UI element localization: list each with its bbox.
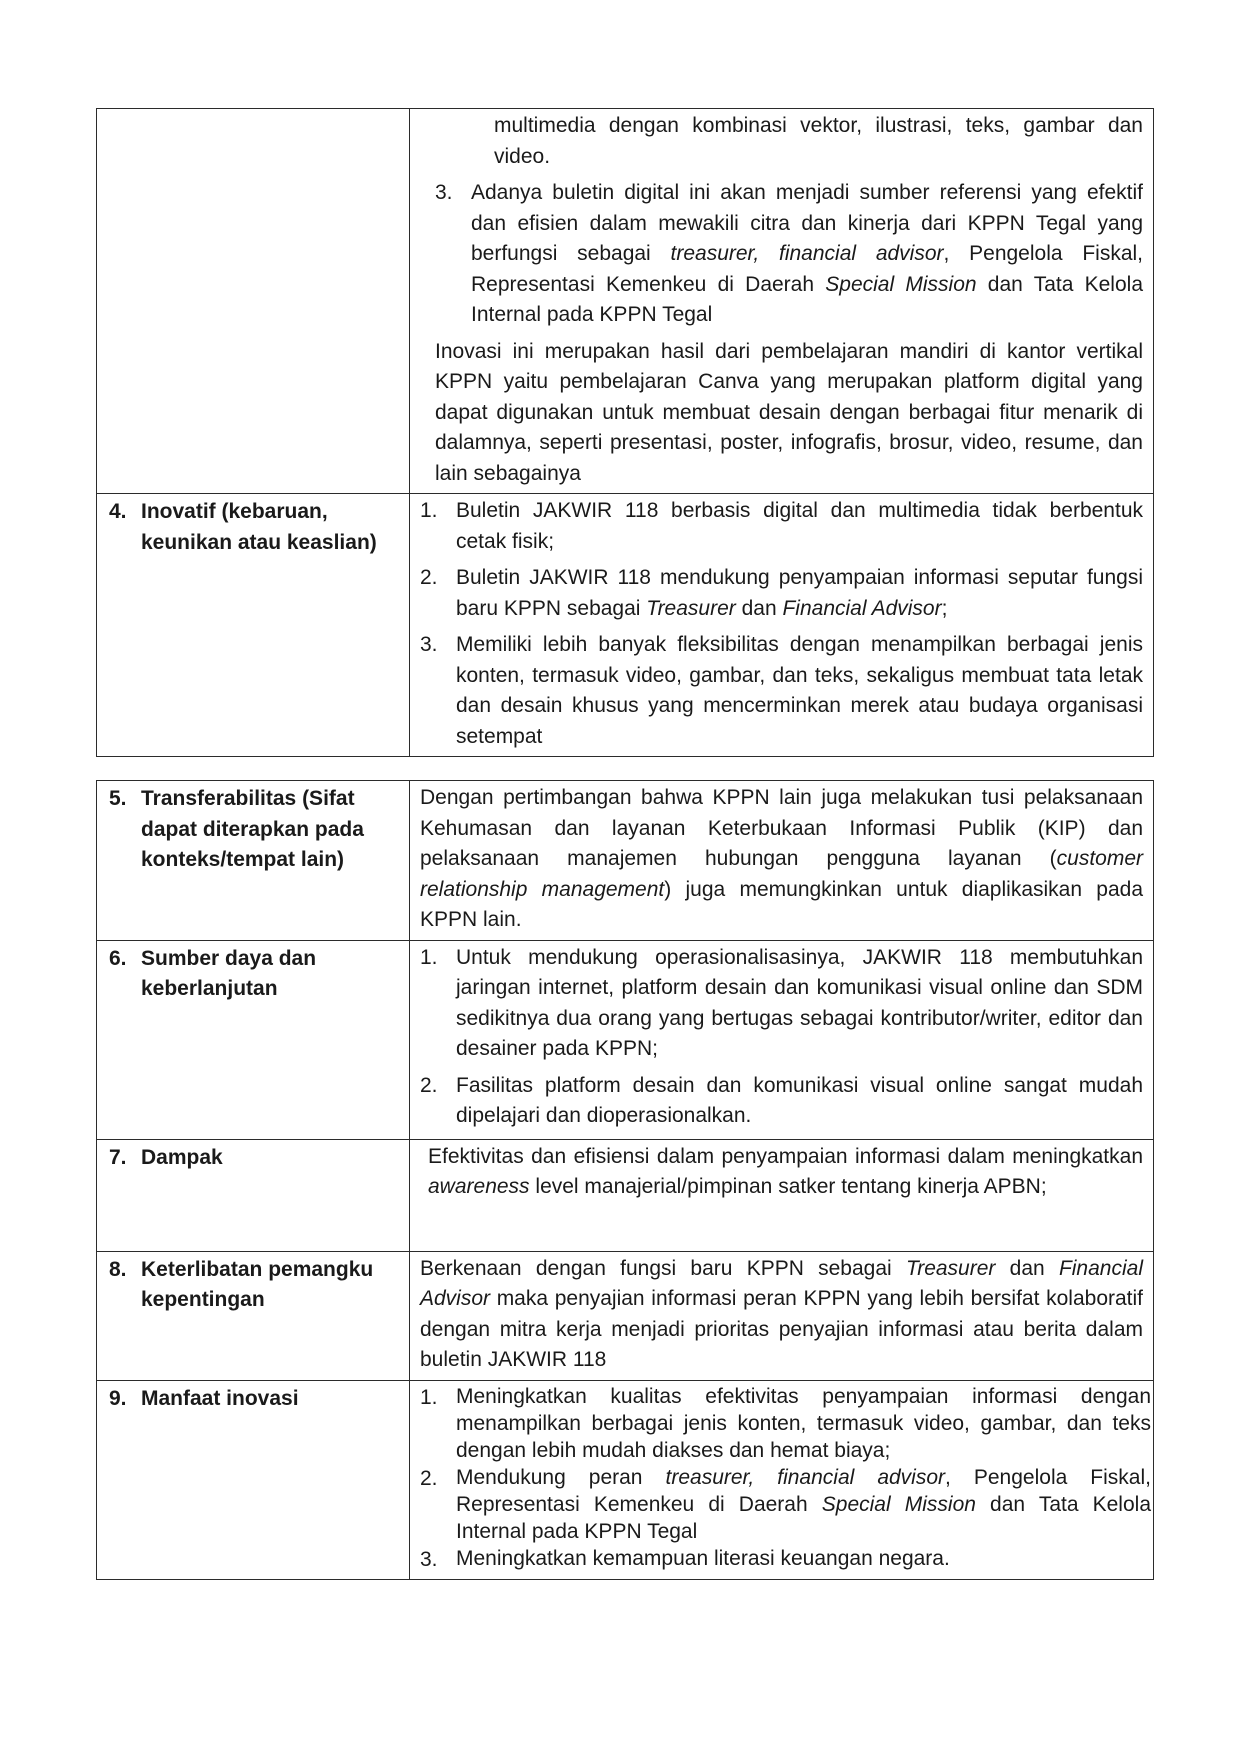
paragraph: Efektivitas dan efisiensi dalam penyampaian informasi dalam meningkatkan awareness level manajerial/pimpinan satker tentang kinerja APBN;: [428, 1144, 1143, 1198]
list-text: Meningkatkan kemampuan literasi keuangan negara.: [456, 1546, 950, 1570]
content-cell: [410, 109, 1154, 494]
list-number: 3.: [420, 1547, 438, 1571]
list-text: Untuk mendukung operasionalisasinya, JAKWIR 118 membutuhkan jaringan internet, platform desain dan komunikasi visual online dan SDM sedikitnya dua orang yang bertugas sebagai kontributor/writer, editor dan desainer pada KPPN;: [456, 945, 1143, 1060]
list-item: [420, 496, 1143, 557]
criterion-label: Dampak: [141, 1145, 223, 1169]
list-number: 3.: [435, 181, 453, 204]
list-item: [420, 111, 1143, 172]
label-cell: [97, 940, 410, 1139]
paragraph: Berkenaan dengan fungsi baru KPPN sebagai Treasurer dan Financial Advisor maka penyajian informasi peran KPPN yang lebih bersifat kolaboratif dengan mitra kerja menjadi prioritas penyajian informasi atau berita dalam buletin JAKWIR 118: [420, 1256, 1143, 1371]
list-text: Memiliki lebih banyak fleksibilitas dengan menampilkan berbagai jenis konten, termasuk video, gambar, dan teks, sekaligus membuat tata letak dan desain khusus yang mencerminkan merek atau budaya organisasi setempat: [456, 633, 1143, 748]
list-number: 1.: [420, 945, 438, 969]
list-number: 2.: [420, 1466, 438, 1490]
list-item: [420, 1545, 1151, 1576]
content-cell: [410, 781, 1154, 941]
criterion-label: Sumber daya dan keberlanjutan: [141, 946, 317, 1000]
label-cell: [97, 494, 410, 757]
table-row: [97, 940, 1154, 1139]
criterion-number: 5.: [109, 787, 127, 810]
list-number: 2.: [420, 566, 438, 589]
paragraph: Inovasi ini merupakan hasil dari pembelajaran mandiri di kantor vertikal KPPN yaitu pembelajaran Canva yang merupakan platform digital yang dapat digunakan untuk membuat desain dengan berbagai fitur menarik di dalamnya, seperti presentasi, poster, infografis, brosur, video, resume, dan lain sebagainya: [435, 339, 1143, 485]
label-cell: [97, 781, 410, 941]
content-cell: [410, 1251, 1154, 1380]
label-cell: [97, 1380, 410, 1580]
criterion-label: Keterlibatan pemangku kepentingan: [141, 1257, 374, 1311]
table-row: [97, 1251, 1154, 1380]
list-item: [420, 1383, 1151, 1464]
table-row: [97, 781, 1154, 941]
list-number: 3.: [420, 633, 438, 656]
list-number: 1.: [420, 499, 438, 522]
list-item: [420, 630, 1143, 752]
list-number: 2.: [420, 1073, 438, 1097]
label-cell: [97, 1251, 410, 1380]
list-text: Mendukung peran treasurer, financial advisor, Pengelola Fiskal, Representasi Kemenkeu di Daerah Special Mission dan Tata Kelola Internal pada KPPN Tegal: [456, 1465, 1151, 1543]
criterion-number: 4.: [109, 500, 127, 523]
criterion-number: 7.: [109, 1145, 127, 1169]
criteria-table-continued: [96, 108, 1154, 757]
list-item: [420, 943, 1143, 1065]
paragraph: Dengan pertimbangan bahwa KPPN lain juga melakukan tusi pelaksanaan Kehumasan dan layanan Keterbukaan Informasi Publik (KIP) dan pelaksanaan manajemen hubungan pengguna layanan (customer relationship management) juga memungkinkan untuk diaplikasikan pada KPPN lain.: [420, 786, 1143, 931]
content-cell: [410, 494, 1154, 757]
list-text: Buletin JAKWIR 118 mendukung penyampaian informasi seputar fungsi baru KPPN sebagai Treasurer dan Financial Advisor;: [456, 566, 1143, 620]
criterion-number: 6.: [109, 946, 127, 970]
label-cell: [97, 1139, 410, 1251]
list-number: 1.: [420, 1385, 438, 1409]
label-cell-empty: [97, 109, 410, 494]
list-item: [420, 1071, 1143, 1132]
table-row: [97, 494, 1154, 757]
list-text: Buletin JAKWIR 118 berbasis digital dan multimedia tidak berbentuk cetak fisik;: [456, 499, 1143, 553]
content-cell: [410, 1139, 1154, 1251]
table-row: [97, 109, 1154, 494]
list-text: Fasilitas platform desain dan komunikasi visual online sangat mudah dipelajari dan dioperasionalkan.: [456, 1073, 1143, 1127]
criterion-label: Inovatif (kebaruan, keunikan atau keaslian): [141, 500, 377, 554]
list-item: [420, 1464, 1151, 1545]
criterion-label: Manfaat inovasi: [141, 1386, 299, 1410]
list-text: Adanya buletin digital ini akan menjadi sumber referensi yang efektif dan efisien dalam mewakili citra dan kinerja dari KPPN Tegal yang berfungsi sebagai treasurer, financial advisor, Pengelola Fiskal, Representasi Kemenkeu di Daerah Special Mission dan Tata Kelola Internal pada KPPN Tegal: [471, 181, 1144, 326]
list-text: Meningkatkan kualitas efektivitas penyampaian informasi dengan menampilkan berbagai jenis konten, termasuk video, gambar, dan teks dengan lebih mudah diakses dan hemat biaya;: [456, 1384, 1151, 1462]
list-item: [420, 563, 1143, 624]
table-row: [97, 1139, 1154, 1251]
list-item: [420, 178, 1143, 331]
list-number: [458, 111, 494, 172]
criterion-label: Transferabilitas (Sifat dapat diterapkan pada konteks/tempat lain): [141, 787, 364, 871]
criterion-number: 8.: [109, 1257, 127, 1281]
content-cell: [410, 940, 1154, 1139]
criterion-number: 9.: [109, 1386, 127, 1410]
list-text: multimedia dengan kombinasi vektor, ilustrasi, teks, gambar dan video.: [494, 114, 1143, 168]
criteria-table: [96, 780, 1154, 1580]
content-cell: [410, 1380, 1154, 1580]
table-row: [97, 1380, 1154, 1580]
